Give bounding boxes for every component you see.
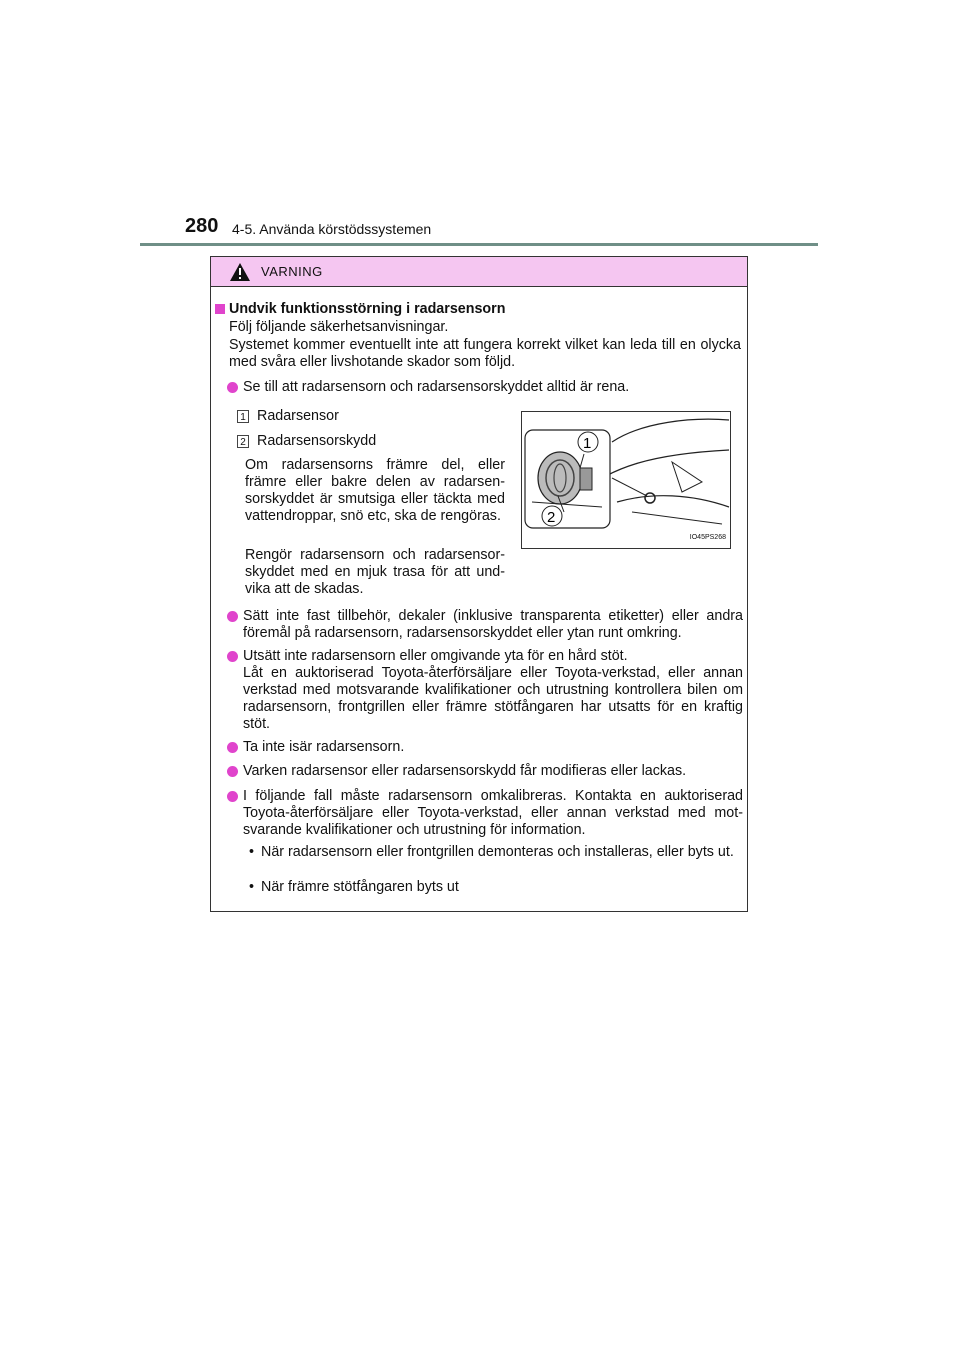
sub-bullet-1: När radarsensorn eller frontgrillen demonteras och installeras, eller byts ut. (261, 844, 734, 860)
warning-label: VARNING (261, 264, 323, 279)
figure-callout-2: 2 (547, 509, 556, 526)
warning-box (210, 256, 748, 912)
bullet-dot (227, 651, 238, 662)
sub-bullet-2: När främre stötfångaren byts ut (261, 879, 459, 895)
bullet-dot (227, 766, 238, 777)
item-label-radarsensorskydd: Radarsensorskydd (257, 433, 377, 449)
figure-code: IO45PS268 (689, 534, 726, 541)
warning-heading: Undvik funktionsstörning i radarsensorn (229, 301, 506, 317)
bullet-modify: Varken radarsensor eller radarsensorskydd får modifieras eller lackas. (243, 763, 687, 779)
section-title: 4-5. Använda körstödssystemen (232, 221, 432, 237)
bullet-impact-1: Utsätt inte radarsensorn eller omgivande yta för en hård stöt. (243, 648, 628, 664)
warning-triangle-icon (229, 262, 251, 282)
paragraph-dirty: Om radarsensorns främre del, eller främre eller bakre delen av radarsensorskyddet är smutsiga eller täckta med vattendroppar, snö etc, ska de rengöras. (245, 457, 505, 524)
bullet-dot (227, 611, 238, 622)
item-number-1: 1 (237, 410, 249, 423)
bullet-accessories: Sätt inte fast tillbehör, dekaler (inklusive transparenta etiketter) eller andra föremål på radarsensorn, radarsensorskyddet eller ytan runt omkring. (243, 608, 743, 641)
sub-bullet-marker: • (249, 879, 255, 895)
bullet-impact-2: Låt en auktoriserad Toyota-återförsäljare eller Toyota-verkstad, eller annan verkstad med motsvarande kvalifikationer och utrustning kontrollera bilen om radarsensorn, frontgrillen eller främre stötfångaren har utsatts för en kraftig stöt. (243, 665, 743, 732)
car-front-illustration (522, 412, 730, 548)
bullet-clean: Se till att radarsensorn och radarsensorskyddet alltid är rena. (243, 379, 630, 395)
radar-figure (521, 411, 731, 549)
bullet-calibrate: I följande fall måste radarsensorn omkalibreras. Kontakta en auktoriserad Toyota-återförsäljare eller Toyota-verkstad, eller annan verkstad med motsvarande kvalifikationer och utrustning för information. (243, 788, 743, 838)
header-rule (140, 243, 818, 246)
figure-callout-1: 1 (583, 435, 592, 452)
bullet-dot (227, 791, 238, 802)
heading-square-bullet (215, 304, 225, 314)
intro-line-1: Följ följande säkerhetsanvisningar. (229, 319, 449, 335)
paragraph-cloth: Rengör radarsensorn och radarsensorskyddet med en mjuk trasa för att undvika att de skadas. (245, 547, 505, 597)
sub-bullet-marker: • (249, 844, 255, 860)
bullet-dot (227, 742, 238, 753)
bullet-dot (227, 382, 238, 393)
item-number-2: 2 (237, 435, 249, 448)
bullet-disassemble: Ta inte isär radarsensorn. (243, 739, 405, 755)
page-number: 280 (185, 215, 219, 237)
warning-header (211, 257, 747, 287)
intro-line-2: Systemet kommer eventuellt inte att fungera korrekt vilket kan leda till en olycka med svåra eller livshotande skador som följd. (229, 337, 741, 370)
item-label-radarsensor: Radarsensor (257, 408, 339, 424)
